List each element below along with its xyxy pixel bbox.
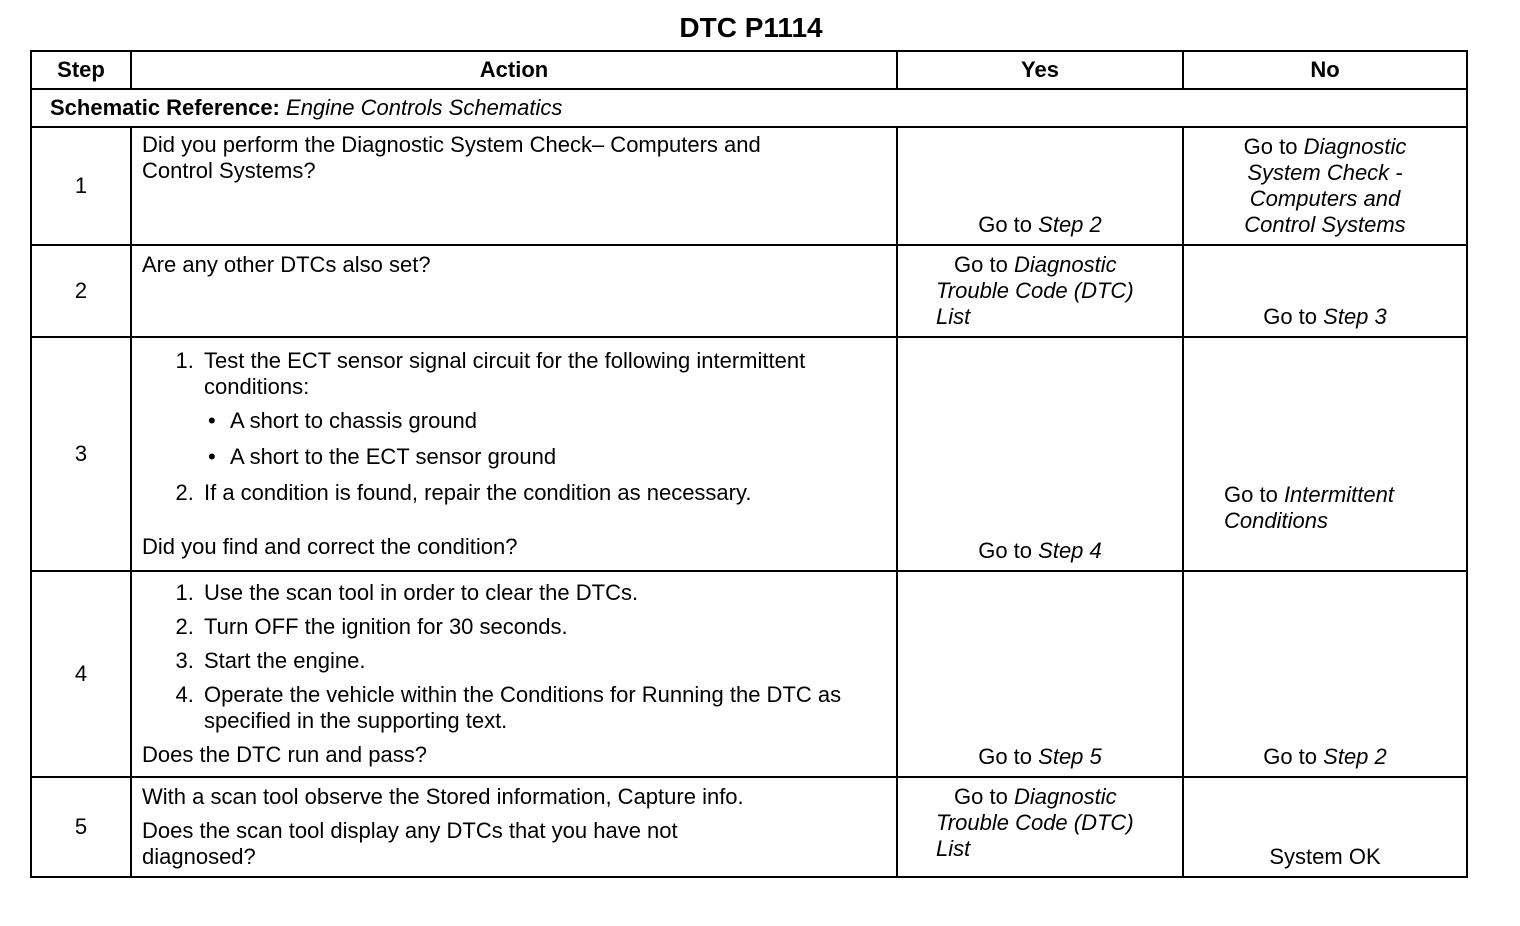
action-text: Are any other DTCs also set? xyxy=(142,252,431,277)
action-steps xyxy=(142,348,886,506)
no-link[interactable]: Step 2 xyxy=(1323,744,1387,769)
header-row xyxy=(31,51,1467,89)
yes-prefix: Go to xyxy=(978,744,1033,769)
step-number: 3 xyxy=(31,337,131,571)
list-item: 2. Turn OFF the ignition for 30 seconds. xyxy=(200,614,886,640)
header-step: Step xyxy=(31,51,131,89)
yes-link[interactable]: Diagnostic Trouble Code (DTC) List xyxy=(936,784,1134,861)
schematic-row xyxy=(31,89,1467,127)
yes-cell xyxy=(897,245,1183,337)
yes-cell xyxy=(897,337,1183,571)
yes-link[interactable]: Step 5 xyxy=(1038,744,1102,769)
step-number: 5 xyxy=(31,777,131,877)
action-steps xyxy=(142,580,886,734)
yes-link[interactable]: Step 4 xyxy=(1038,538,1102,563)
no-prefix: Go to xyxy=(1263,304,1318,329)
table-row xyxy=(31,127,1467,245)
no-prefix: Go to xyxy=(1243,134,1298,159)
bullet-item: • A short to chassis ground xyxy=(226,408,886,434)
no-cell xyxy=(1183,337,1467,571)
step-number: 2 xyxy=(31,245,131,337)
no-prefix: Go to xyxy=(1263,744,1318,769)
diagnostic-table xyxy=(30,50,1468,878)
list-item-text: Test the ECT sensor signal circuit for the following intermittent conditions: xyxy=(204,348,806,399)
action-cell xyxy=(131,127,897,245)
yes-prefix: Go to xyxy=(978,212,1033,237)
table-row xyxy=(31,337,1467,571)
no-prefix: Go to xyxy=(1224,482,1278,507)
no-cell xyxy=(1183,777,1467,877)
yes-prefix: Go to xyxy=(954,784,1008,809)
schematic-label: Schematic Reference: xyxy=(50,95,280,120)
yes-link[interactable]: Diagnostic Trouble Code (DTC) List xyxy=(936,252,1134,329)
list-item: 2. If a condition is found, repair the condition as necessary. xyxy=(200,480,886,506)
condition-list xyxy=(204,408,886,470)
page-title: DTC P1114 xyxy=(679,12,823,43)
list-item xyxy=(200,348,886,470)
no-cell xyxy=(1183,245,1467,337)
header-action: Action xyxy=(131,51,897,89)
list-item: 3. Start the engine. xyxy=(200,648,886,674)
step-number: 4 xyxy=(31,571,131,777)
no-cell xyxy=(1183,127,1467,245)
step-number: 1 xyxy=(31,127,131,245)
yes-cell xyxy=(897,777,1183,877)
yes-cell xyxy=(897,127,1183,245)
action-cell xyxy=(131,571,897,777)
action-question: Does the scan tool display any DTCs that you have not diagnosed? xyxy=(142,818,678,869)
table-row xyxy=(31,777,1467,877)
no-link[interactable]: Intermittent Conditions xyxy=(1224,482,1394,533)
action-cell xyxy=(131,777,897,877)
table-row xyxy=(31,571,1467,777)
list-item: 4. Operate the vehicle within the Conditions for Running the DTC as specified in the supporting text. xyxy=(200,682,886,734)
action-text: Did you perform the Diagnostic System Check– Computers and Control Systems? xyxy=(142,132,761,183)
schematic-reference xyxy=(31,89,1467,127)
no-text: System OK xyxy=(1269,844,1381,869)
action-question: Did you find and correct the condition? xyxy=(142,534,518,559)
header-yes: Yes xyxy=(897,51,1183,89)
action-text: With a scan tool observe the Stored information, Capture info. xyxy=(142,784,744,809)
action-cell xyxy=(131,245,897,337)
yes-prefix: Go to xyxy=(954,252,1008,277)
yes-prefix: Go to xyxy=(978,538,1033,563)
no-link[interactable]: Step 3 xyxy=(1323,304,1387,329)
header-no: No xyxy=(1183,51,1467,89)
yes-cell xyxy=(897,571,1183,777)
yes-link[interactable]: Step 2 xyxy=(1038,212,1102,237)
schematic-link[interactable]: Engine Controls Schematics xyxy=(286,95,563,120)
action-cell xyxy=(131,337,897,571)
action-question: Does the DTC run and pass? xyxy=(142,742,427,767)
no-link[interactable]: Diagnostic System Check - Computers and Control Systems xyxy=(1244,134,1407,237)
table-row xyxy=(31,245,1467,337)
list-item: 1. Use the scan tool in order to clear the DTCs. xyxy=(200,580,886,606)
bullet-item: • A short to the ECT sensor ground xyxy=(226,444,886,470)
no-cell xyxy=(1183,571,1467,777)
